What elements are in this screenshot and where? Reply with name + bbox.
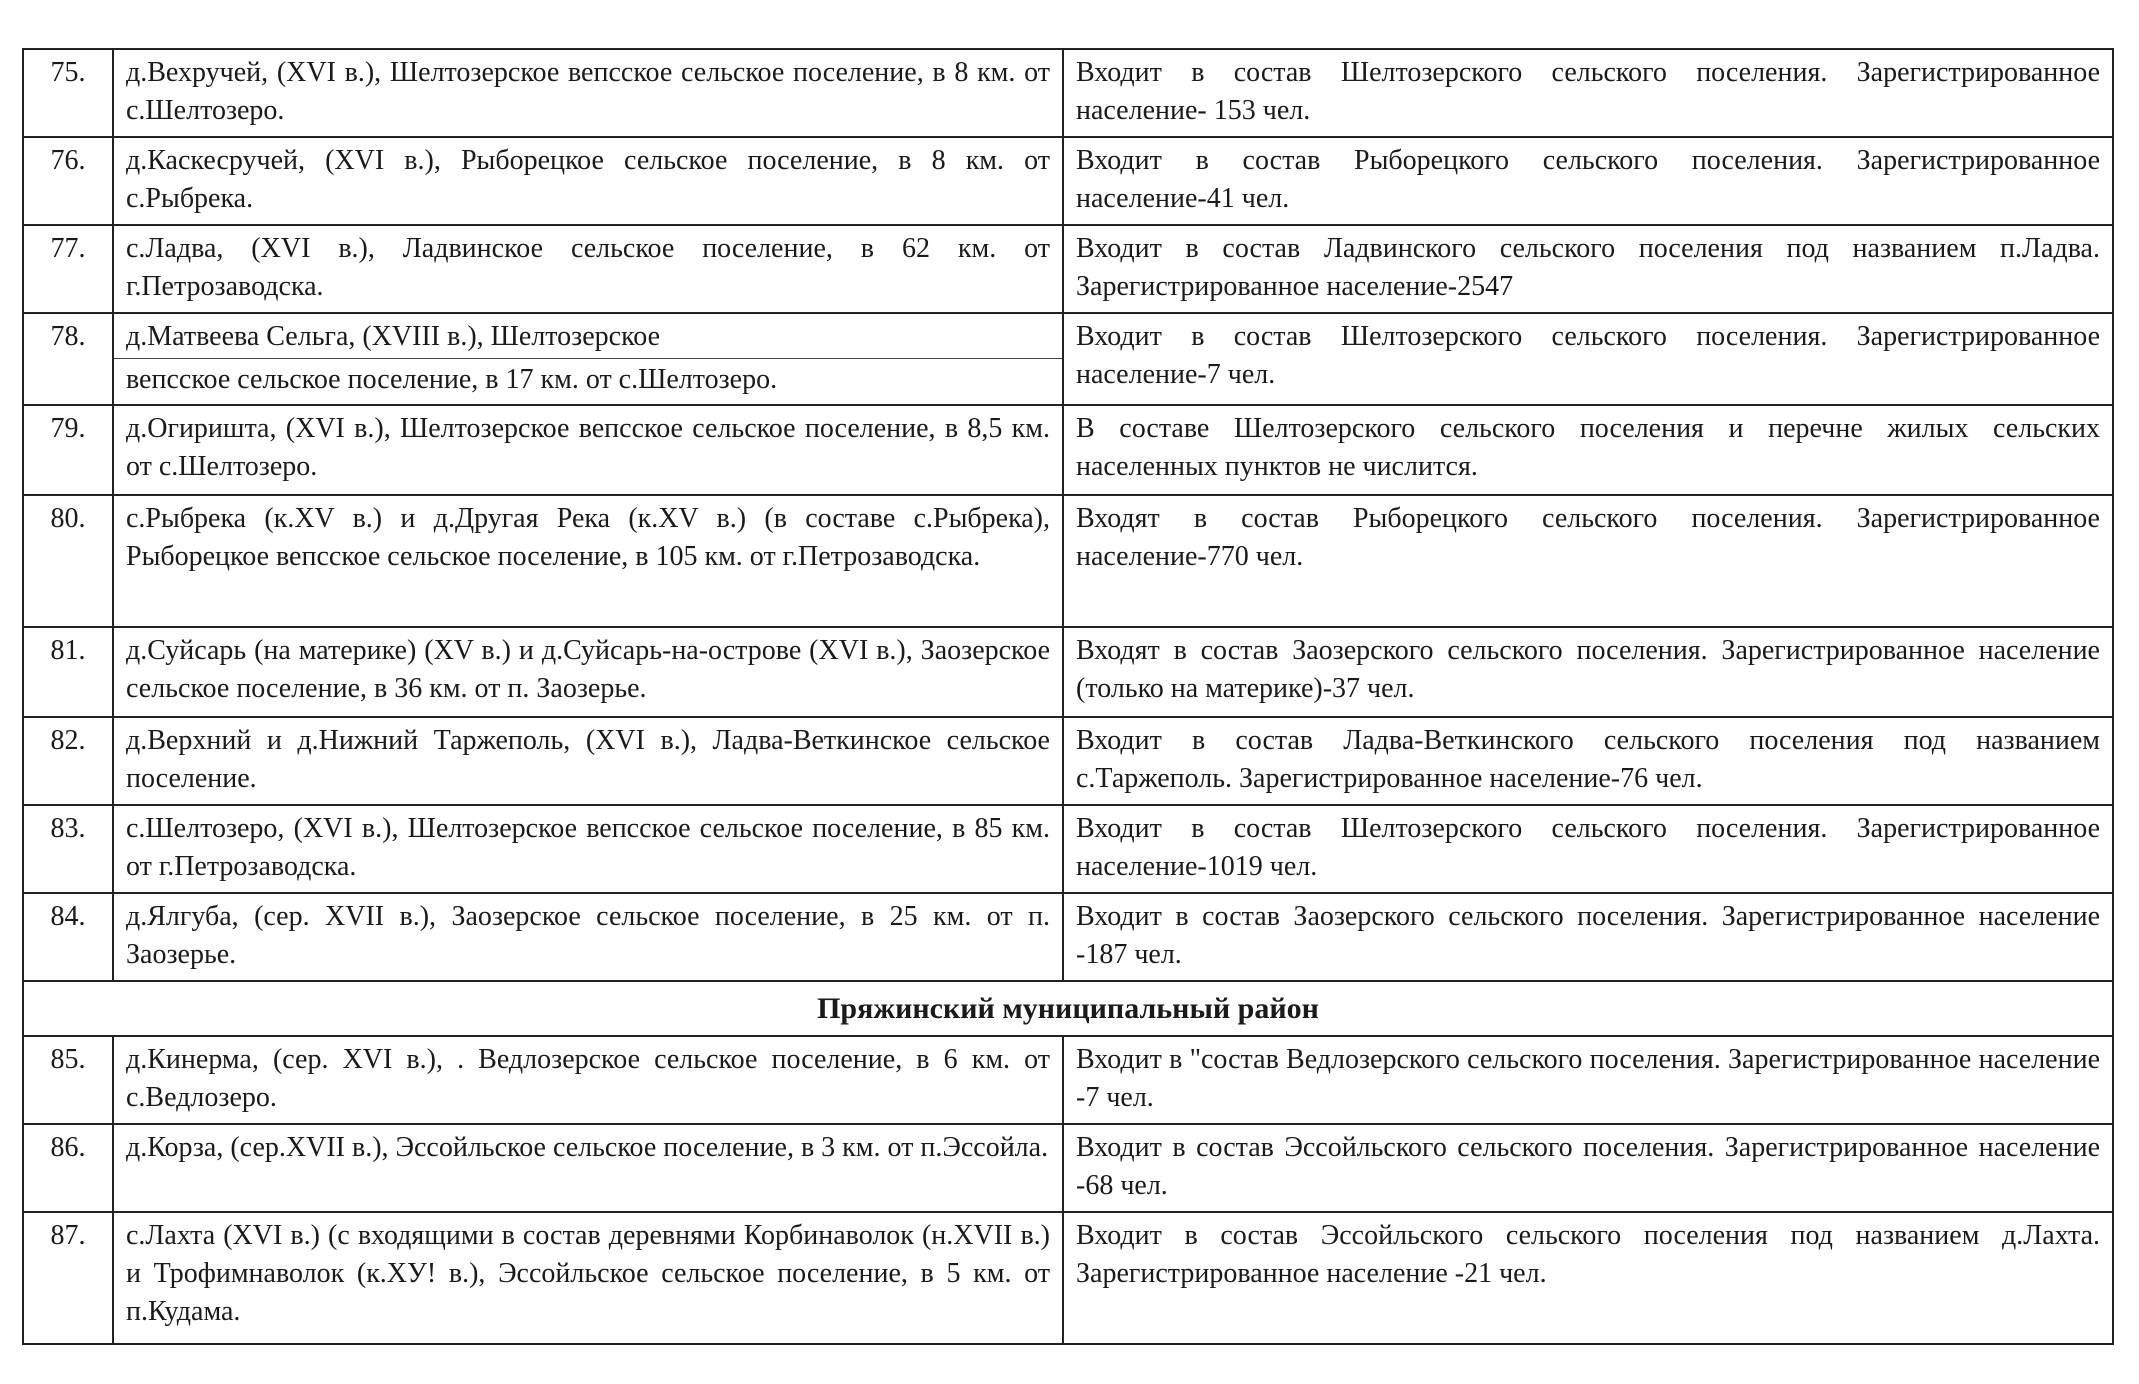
settlement-description: с.Лахта (XVI в.) (с входящими в состав деревнями Корбинаволок (н.XVII в.) и Трофимнаволок (к.ХУ! в.), Эссойльское сельское поселение, в 5 км. от п.Кудама. [113,1212,1063,1344]
row-number: 78. [23,313,113,405]
table-row [23,1036,2113,1124]
row-number: 83. [23,805,113,893]
settlement-status: Входит в "состав Ведлозерского сельского поселения. Зарегистрированное население -7 чел. [1063,1036,2113,1124]
row-number: 77. [23,225,113,313]
row-number: 86. [23,1124,113,1212]
table-row [23,805,2113,893]
settlement-description: д.Корза, (сер.XVII в.), Эссойльское сельское поселение, в 3 км. от п.Эссойла. [113,1124,1063,1212]
settlement-description: д.Вехручей, (XVI в.), Шелтозерское вепсское сельское поселение, в 8 км. от с.Шелтозеро. [113,49,1063,137]
table-row [23,1124,2113,1212]
settlement-description-line-2: вепсское сельское поселение, в 17 км. от с.Шелтозеро. [113,359,1063,406]
settlements-table [22,48,2114,1345]
settlement-description-line-1: д.Матвеева Сельга, (XVIII в.), Шелтозерское [113,313,1063,359]
settlement-description: с.Рыбрека (к.XV в.) и д.Другая Река (к.XV в.) (в составе с.Рыбрека), Рыборецкое вепсское сельское поселение, в 105 км. от г.Петрозаводска. [113,495,1063,627]
row-number: 79. [23,405,113,495]
settlement-description: д.Верхний и д.Нижний Таржеполь, (XVI в.), Ладва-Веткинское сельское поселение. [113,717,1063,805]
settlement-description: д.Огиришта, (XVI в.), Шелтозерское вепсское сельское поселение, в 8,5 км. от с.Шелтозеро. [113,405,1063,495]
document-sheet [22,48,2112,1345]
settlement-status: Входит в состав Рыборецкого сельского поселения. Зарегистрированное население-41 чел. [1063,137,2113,225]
row-number: 85. [23,1036,113,1124]
table-row [23,137,2113,225]
table-row [23,313,2113,359]
settlement-description: д.Кинерма, (сер. XVI в.), . Ведлозерское сельское поселение, в 6 км. от с.Ведлозеро. [113,1036,1063,1124]
table-row [23,495,2113,627]
table-row [23,1212,2113,1344]
settlement-description: д.Каскесручей, (XVI в.), Рыборецкое сельское поселение, в 8 км. от с.Рыбрека. [113,137,1063,225]
table-row [23,627,2113,717]
table-row [23,893,2113,981]
settlement-status: Входит в состав Ладва-Веткинского сельского поселения под названием с.Таржеполь. Зарегистрированное население-76 чел. [1063,717,2113,805]
row-number: 76. [23,137,113,225]
row-number: 84. [23,893,113,981]
table-row [23,49,2113,137]
row-number: 80. [23,495,113,627]
settlement-status: В составе Шелтозерского сельского поселения и перечне жилых сельских населенных пунктов не числится. [1063,405,2113,495]
settlement-description: д.Ялгуба, (сер. XVII в.), Заозерское сельское поселение, в 25 км. от п. Заозерье. [113,893,1063,981]
row-number: 87. [23,1212,113,1344]
settlement-status: Входит в состав Шелтозерского сельского поселения. Зарегистрированное население-7 чел. [1063,313,2113,405]
settlement-status: Входит в состав Ладвинского сельского поселения под названием п.Ладва. Зарегистрированное население-2547 [1063,225,2113,313]
table-row [23,717,2113,805]
settlement-description: д.Суйсарь (на материке) (XV в.) и д.Суйсарь-на-острове (XVI в.), Заозерское сельское поселение, в 36 км. от п. Заозерье. [113,627,1063,717]
settlement-status: Входит в состав Шелтозерского сельского поселения. Зарегистрированное население-1019 чел. [1063,805,2113,893]
settlement-status: Входит в состав Заозерского сельского поселения. Зарегистрированное население -187 чел. [1063,893,2113,981]
settlement-status: Входят в состав Заозерского сельского поселения. Зарегистрированное население (только на материке)-37 чел. [1063,627,2113,717]
settlement-status: Входит в состав Эссойльского сельского поселения. Зарегистрированное население -68 чел. [1063,1124,2113,1212]
settlement-status: Входит в состав Шелтозерского сельского поселения. Зарегистрированное население- 153 чел. [1063,49,2113,137]
row-number: 81. [23,627,113,717]
table-row [23,225,2113,313]
district-title: Пряжинский муниципальный район [23,981,2113,1036]
row-number: 82. [23,717,113,805]
settlement-description: с.Ладва, (XVI в.), Ладвинское сельское поселение, в 62 км. от г.Петрозаводска. [113,225,1063,313]
row-number: 75. [23,49,113,137]
table-row [23,405,2113,495]
settlement-description: с.Шелтозеро, (XVI в.), Шелтозерское вепсское сельское поселение, в 85 км. от г.Петрозаводска. [113,805,1063,893]
district-header-row [23,981,2113,1036]
settlement-status: Входят в состав Рыборецкого сельского поселения. Зарегистрированное население-770 чел. [1063,495,2113,627]
settlement-status: Входит в состав Эссойльского сельского поселения под названием д.Лахта. Зарегистрированное население -21 чел. [1063,1212,2113,1344]
